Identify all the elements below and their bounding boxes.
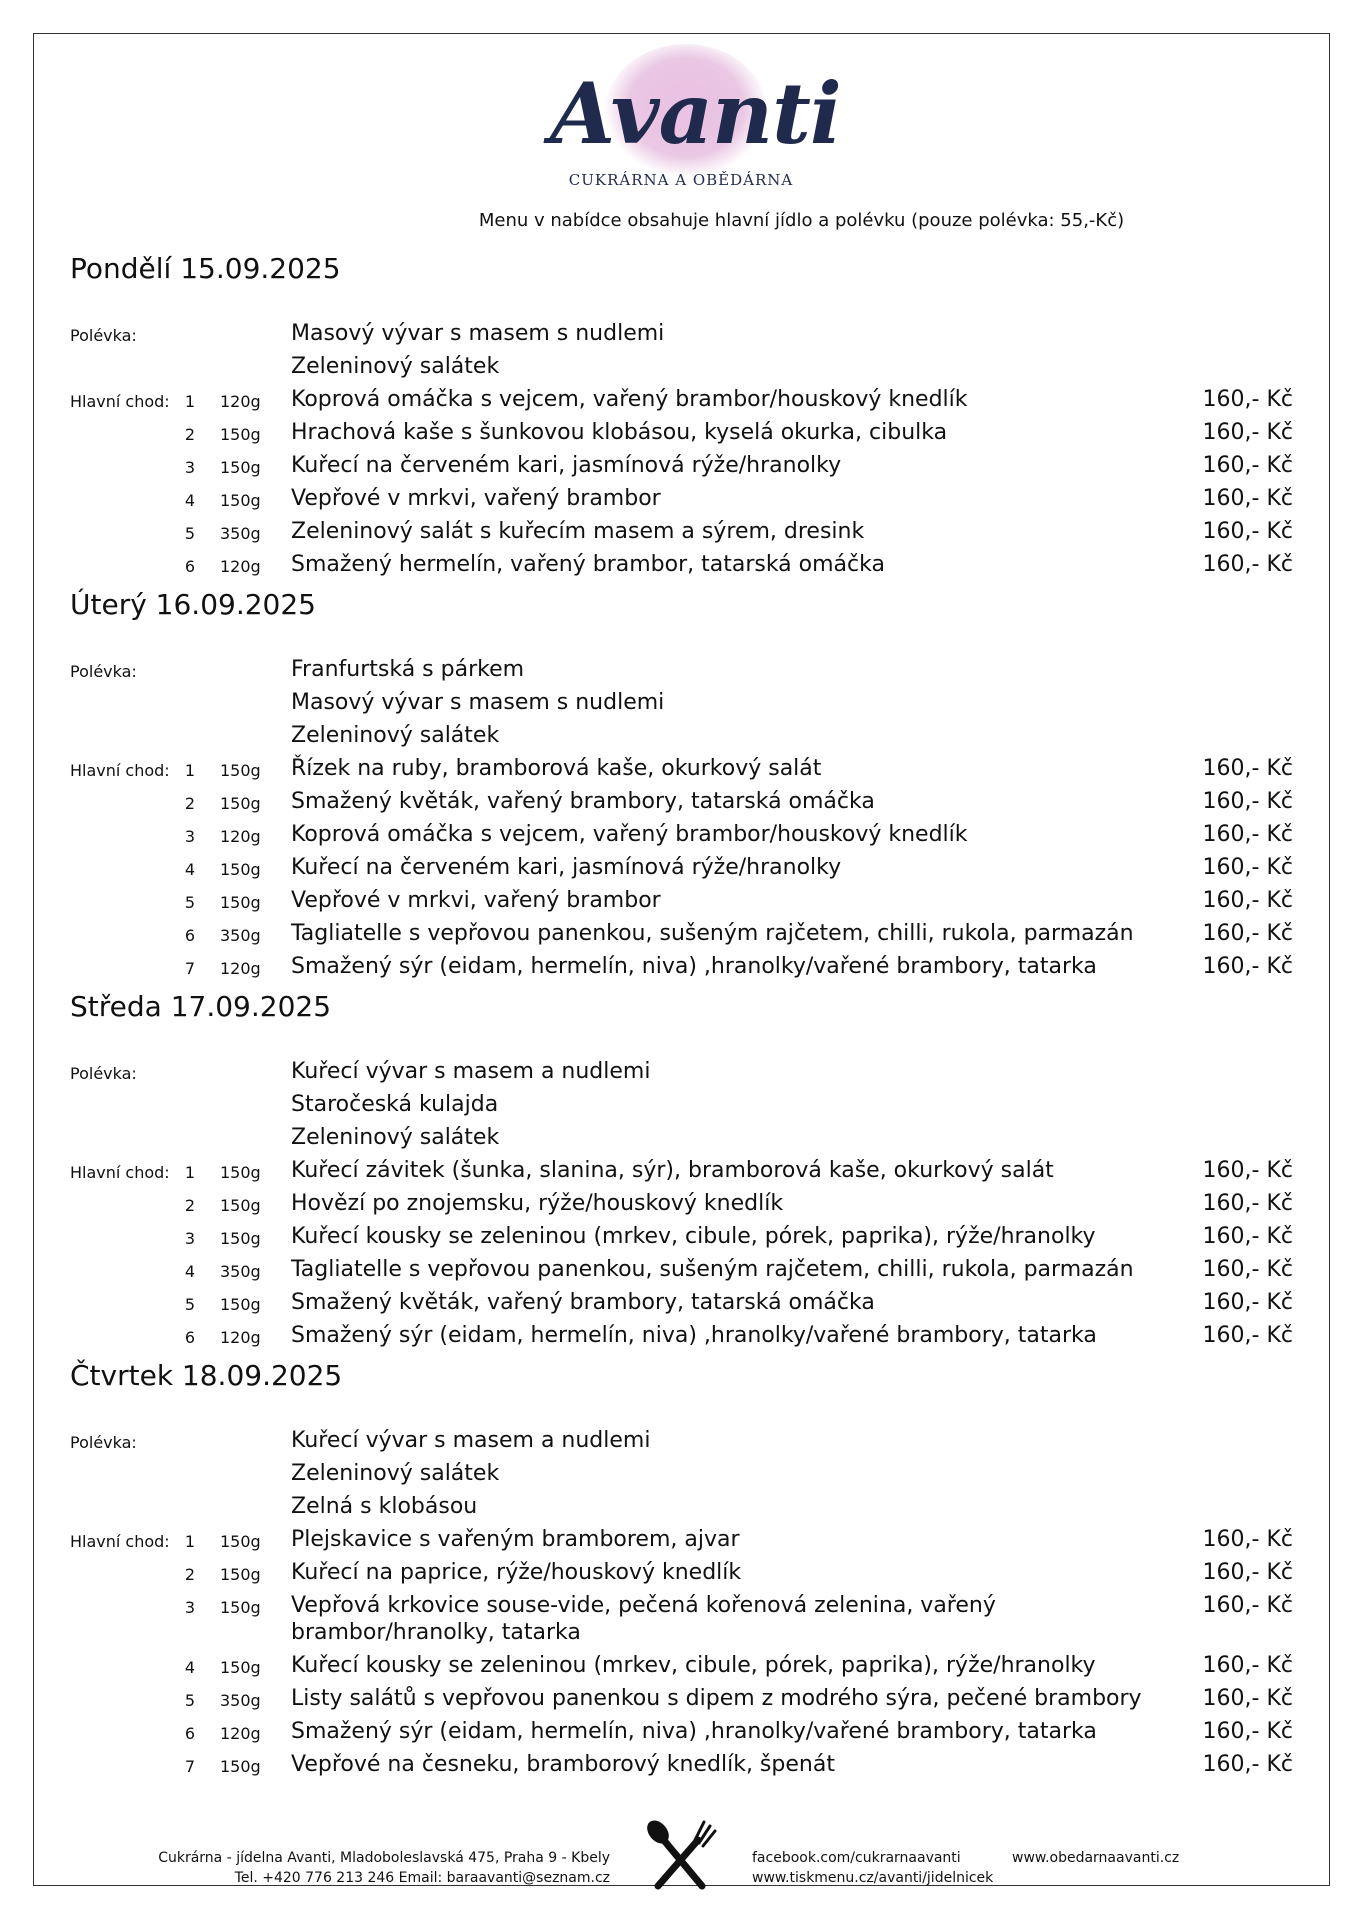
dish-number: 5 bbox=[184, 893, 196, 912]
soup-label: Polévka: bbox=[70, 662, 137, 681]
day-title: Úterý 16.09.2025 bbox=[70, 588, 316, 621]
dish-price: 160,- Kč bbox=[1202, 954, 1293, 979]
dish-weight: 150g bbox=[220, 491, 261, 510]
main-dish-row bbox=[0, 755, 1357, 788]
day-title: Středa 17.09.2025 bbox=[70, 990, 332, 1023]
dish-name: Tagliatelle s vepřovou panenkou, sušeným rajčetem, chilli, rukola, parmazán bbox=[291, 1257, 1134, 1282]
main-dish-row bbox=[0, 1322, 1357, 1355]
dish-number: 5 bbox=[184, 1691, 196, 1710]
soup-row bbox=[0, 722, 1357, 755]
main-dish-row bbox=[0, 1157, 1357, 1190]
soup-row bbox=[0, 1124, 1357, 1157]
main-dish-row bbox=[0, 1751, 1357, 1784]
dish-name: Kuřecí kousky se zeleninou (mrkev, cibule, pórek, paprika), rýže/hranolky bbox=[291, 1224, 1096, 1249]
dish-name: Listy salátů s vepřovou panenkou s dipem z modrého sýra, pečené brambory bbox=[291, 1686, 1142, 1711]
dish-number: 1 bbox=[184, 392, 196, 411]
dish-weight: 150g bbox=[220, 1229, 261, 1248]
dish-weight: 350g bbox=[220, 1262, 261, 1281]
dish-number: 6 bbox=[184, 926, 196, 945]
dish-price: 160,- Kč bbox=[1202, 1527, 1293, 1552]
dish-number: 4 bbox=[184, 491, 196, 510]
soup-name: Kuřecí vývar s masem a nudlemi bbox=[291, 1428, 651, 1453]
dish-name: Plejskavice s vařeným bramborem, ajvar bbox=[291, 1527, 740, 1552]
main-dish-row bbox=[0, 485, 1357, 518]
dish-name: Vepřové v mrkvi, vařený brambor bbox=[291, 888, 661, 913]
dish-name: Hrachová kaše s šunkovou klobásou, kyselá okurka, cibulka bbox=[291, 420, 948, 445]
soup-name: Kuřecí vývar s masem a nudlemi bbox=[291, 1059, 651, 1084]
dish-weight: 350g bbox=[220, 1691, 261, 1710]
menu-content bbox=[0, 248, 1357, 1784]
dish-price: 160,- Kč bbox=[1202, 387, 1293, 412]
dish-price: 160,- Kč bbox=[1202, 1686, 1293, 1711]
dish-name: Hovězí po znojemsku, rýže/houskový knedlík bbox=[291, 1191, 784, 1216]
main-dish-row bbox=[0, 419, 1357, 452]
soup-label: Polévka: bbox=[70, 1433, 137, 1452]
soup-row bbox=[0, 656, 1357, 689]
main-label: Hlavní chod: bbox=[70, 761, 170, 780]
dish-weight: 150g bbox=[220, 1565, 261, 1584]
soup-name: Franfurtská s párkem bbox=[291, 657, 525, 682]
soup-row bbox=[0, 1091, 1357, 1124]
dish-price: 160,- Kč bbox=[1202, 1653, 1293, 1678]
dish-number: 1 bbox=[184, 761, 196, 780]
menu-intro bbox=[0, 210, 1357, 231]
dish-name: Tagliatelle s vepřovou panenkou, sušeným rajčetem, chilli, rukola, parmazán bbox=[291, 921, 1134, 946]
main-dish-row bbox=[0, 386, 1357, 419]
soup-label: Polévka: bbox=[70, 1064, 137, 1083]
day-title: Čtvrtek 18.09.2025 bbox=[70, 1359, 343, 1392]
dish-weight: 120g bbox=[220, 1328, 261, 1347]
dish-number: 2 bbox=[184, 425, 196, 444]
soup-row bbox=[0, 1460, 1357, 1493]
dish-number: 1 bbox=[184, 1163, 196, 1182]
dish-price: 160,- Kč bbox=[1202, 756, 1293, 781]
soup-row bbox=[0, 1058, 1357, 1091]
dish-weight: 350g bbox=[220, 524, 261, 543]
footer-address bbox=[150, 1848, 610, 1888]
dish-number: 7 bbox=[184, 1757, 196, 1776]
dish-number: 4 bbox=[184, 1658, 196, 1677]
main-dish-row bbox=[0, 1559, 1357, 1592]
dish-name: Řízek na ruby, bramborová kaše, okurkový salát bbox=[291, 756, 822, 781]
dish-weight: 150g bbox=[220, 893, 261, 912]
day-section bbox=[0, 986, 1357, 1355]
dish-weight: 120g bbox=[220, 392, 261, 411]
main-dish-row bbox=[0, 1256, 1357, 1289]
footer-address-line: Cukrárna - jídelna Avanti, Mladoboleslavská 475, Praha 9 - Kbely bbox=[158, 1850, 610, 1866]
dish-weight: 120g bbox=[220, 827, 261, 846]
soup-name: Zeleninový salátek bbox=[291, 354, 500, 379]
dish-name: Smažený hermelín, vařený brambor, tatarská omáčka bbox=[291, 552, 885, 577]
dish-price: 160,- Kč bbox=[1202, 1191, 1293, 1216]
dish-number: 4 bbox=[184, 860, 196, 879]
dish-weight: 150g bbox=[220, 794, 261, 813]
dish-name: Vepřové v mrkvi, vařený brambor bbox=[291, 486, 661, 511]
main-label: Hlavní chod: bbox=[70, 1532, 170, 1551]
dish-price: 160,- Kč bbox=[1202, 1719, 1293, 1744]
main-dish-row bbox=[0, 1592, 1357, 1652]
footer-contact-line: Tel. +420 776 213 246 Email: baraavanti@seznam.cz bbox=[234, 1870, 610, 1886]
day-section bbox=[0, 584, 1357, 986]
dish-price: 160,- Kč bbox=[1202, 552, 1293, 577]
day-section bbox=[0, 1355, 1357, 1784]
dish-number: 3 bbox=[184, 1598, 196, 1617]
dish-price: 160,- Kč bbox=[1202, 453, 1293, 478]
soup-name: Masový vývar s masem s nudlemi bbox=[291, 690, 665, 715]
dish-price: 160,- Kč bbox=[1202, 1323, 1293, 1348]
main-dish-row bbox=[0, 1289, 1357, 1322]
dish-number: 4 bbox=[184, 1262, 196, 1281]
logo-wordmark: Avanti bbox=[550, 64, 841, 163]
dish-number: 6 bbox=[184, 1328, 196, 1347]
dish-weight: 120g bbox=[220, 557, 261, 576]
main-dish-row bbox=[0, 1652, 1357, 1685]
tiskmenu-link[interactable]: www.tiskmenu.cz/avanti/jidelnicek bbox=[752, 1870, 994, 1886]
dish-weight: 350g bbox=[220, 926, 261, 945]
dish-name: Koprová omáčka s vejcem, vařený brambor/houskový knedlík bbox=[291, 387, 968, 412]
dish-weight: 150g bbox=[220, 1163, 261, 1182]
avanti-logo bbox=[550, 44, 841, 194]
dish-number: 2 bbox=[184, 1196, 196, 1215]
main-label: Hlavní chod: bbox=[70, 1163, 170, 1182]
dish-name: Smažený sýr (eidam, hermelín, niva) ,hranolky/vařené brambory, tatarka bbox=[291, 1323, 1097, 1348]
dish-number: 1 bbox=[184, 1532, 196, 1551]
website-link[interactable]: www.obedarnaavanti.cz bbox=[1012, 1850, 1180, 1866]
dish-name: Kuřecí na paprice, rýže/houskový knedlík bbox=[291, 1560, 742, 1585]
soup-name: Zeleninový salátek bbox=[291, 1461, 500, 1486]
dish-weight: 150g bbox=[220, 1532, 261, 1551]
dish-name: Zeleninový salát s kuřecím masem a sýrem, dresink bbox=[291, 519, 865, 544]
main-dish-row bbox=[0, 821, 1357, 854]
dish-price: 160,- Kč bbox=[1202, 1257, 1293, 1282]
dish-price: 160,- Kč bbox=[1202, 1290, 1293, 1315]
main-dish-row bbox=[0, 1190, 1357, 1223]
dish-number: 2 bbox=[184, 794, 196, 813]
logo-subtitle: CUKRÁRNA A OBĚDÁRNA bbox=[568, 171, 794, 189]
main-label: Hlavní chod: bbox=[70, 392, 170, 411]
soup-row bbox=[0, 353, 1357, 386]
dish-number: 6 bbox=[184, 1724, 196, 1743]
dish-weight: 150g bbox=[220, 860, 261, 879]
soup-name: Masový vývar s masem s nudlemi bbox=[291, 321, 665, 346]
main-dish-row bbox=[0, 788, 1357, 821]
dish-weight: 150g bbox=[220, 1295, 261, 1314]
dish-weight: 150g bbox=[220, 1598, 261, 1617]
soup-name: Zeleninový salátek bbox=[291, 1125, 500, 1150]
main-dish-row bbox=[0, 887, 1357, 920]
dish-price: 160,- Kč bbox=[1202, 822, 1293, 847]
dish-name: Kuřecí kousky se zeleninou (mrkev, cibule, pórek, paprika), rýže/hranolky bbox=[291, 1653, 1096, 1678]
dish-name: Vepřová krkovice souse-vide, pečená kořenová zelenina, vařený brambor/hranolky, tatarka bbox=[291, 1593, 996, 1645]
dish-name: Smažený květák, vařený brambory, tatarská omáčka bbox=[291, 1290, 875, 1315]
dish-number: 6 bbox=[184, 557, 196, 576]
dish-weight: 150g bbox=[220, 761, 261, 780]
dish-name: Kuřecí na červeném kari, jasmínová rýže/hranolky bbox=[291, 453, 842, 478]
main-dish-row bbox=[0, 551, 1357, 584]
dish-name: Kuřecí závitek (šunka, slanina, sýr), bramborová kaše, okurkový salát bbox=[291, 1158, 1054, 1183]
footer-links bbox=[752, 1848, 1012, 1888]
soup-name: Staročeská kulajda bbox=[291, 1092, 499, 1117]
dish-name: Smažený květák, vařený brambory, tatarská omáčka bbox=[291, 789, 875, 814]
main-dish-row bbox=[0, 518, 1357, 551]
dish-weight: 150g bbox=[220, 1658, 261, 1677]
dish-number: 5 bbox=[184, 524, 196, 543]
main-dish-row bbox=[0, 452, 1357, 485]
dish-price: 160,- Kč bbox=[1202, 420, 1293, 445]
dish-number: 3 bbox=[184, 827, 196, 846]
main-dish-row bbox=[0, 1685, 1357, 1718]
dish-weight: 120g bbox=[220, 959, 261, 978]
dish-number: 2 bbox=[184, 1565, 196, 1584]
dish-price: 160,- Kč bbox=[1202, 888, 1293, 913]
main-dish-row bbox=[0, 920, 1357, 953]
main-dish-row bbox=[0, 854, 1357, 887]
dish-number: 3 bbox=[184, 458, 196, 477]
dish-price: 160,- Kč bbox=[1202, 519, 1293, 544]
dish-price: 160,- Kč bbox=[1202, 1593, 1293, 1618]
day-section bbox=[0, 248, 1357, 584]
dish-number: 5 bbox=[184, 1295, 196, 1314]
main-dish-row bbox=[0, 1718, 1357, 1751]
soup-label: Polévka: bbox=[70, 326, 137, 345]
dish-name: Koprová omáčka s vejcem, vařený brambor/houskový knedlík bbox=[291, 822, 968, 847]
main-dish-row bbox=[0, 1223, 1357, 1256]
menu-intro-text: Menu v nabídce obsahuje hlavní jídlo a polévku (pouze polévka: 55,-Kč) bbox=[478, 210, 1125, 231]
dish-weight: 150g bbox=[220, 425, 261, 444]
main-dish-row bbox=[0, 953, 1357, 986]
dish-number: 3 bbox=[184, 1229, 196, 1248]
dish-weight: 150g bbox=[220, 1757, 261, 1776]
soup-row bbox=[0, 1427, 1357, 1460]
dish-price: 160,- Kč bbox=[1202, 1560, 1293, 1585]
day-title: Pondělí 15.09.2025 bbox=[70, 252, 341, 285]
dish-number: 7 bbox=[184, 959, 196, 978]
cutlery-icon bbox=[640, 1820, 720, 1890]
dish-weight: 150g bbox=[220, 1196, 261, 1215]
dish-name: Smažený sýr (eidam, hermelín, niva) ,hranolky/vařené brambory, tatarka bbox=[291, 1719, 1097, 1744]
soup-name: Zeleninový salátek bbox=[291, 723, 500, 748]
dish-price: 160,- Kč bbox=[1202, 1224, 1293, 1249]
dish-name: Smažený sýr (eidam, hermelín, niva) ,hranolky/vařené brambory, tatarka bbox=[291, 954, 1097, 979]
soup-name: Zelná s klobásou bbox=[291, 1494, 478, 1519]
dish-price: 160,- Kč bbox=[1202, 855, 1293, 880]
soup-row bbox=[0, 320, 1357, 353]
soup-row bbox=[0, 1493, 1357, 1526]
dish-price: 160,- Kč bbox=[1202, 486, 1293, 511]
dish-name: Kuřecí na červeném kari, jasmínová rýže/hranolky bbox=[291, 855, 842, 880]
dish-weight: 150g bbox=[220, 458, 261, 477]
dish-price: 160,- Kč bbox=[1202, 789, 1293, 814]
facebook-link[interactable]: facebook.com/cukrarnaavanti bbox=[752, 1850, 961, 1866]
dish-price: 160,- Kč bbox=[1202, 1158, 1293, 1183]
dish-weight: 120g bbox=[220, 1724, 261, 1743]
footer-website bbox=[1012, 1848, 1212, 1868]
dish-price: 160,- Kč bbox=[1202, 1752, 1293, 1777]
soup-row bbox=[0, 689, 1357, 722]
dish-name: Vepřové na česneku, bramborový knedlík, špenát bbox=[291, 1752, 835, 1777]
dish-price: 160,- Kč bbox=[1202, 921, 1293, 946]
main-dish-row bbox=[0, 1526, 1357, 1559]
